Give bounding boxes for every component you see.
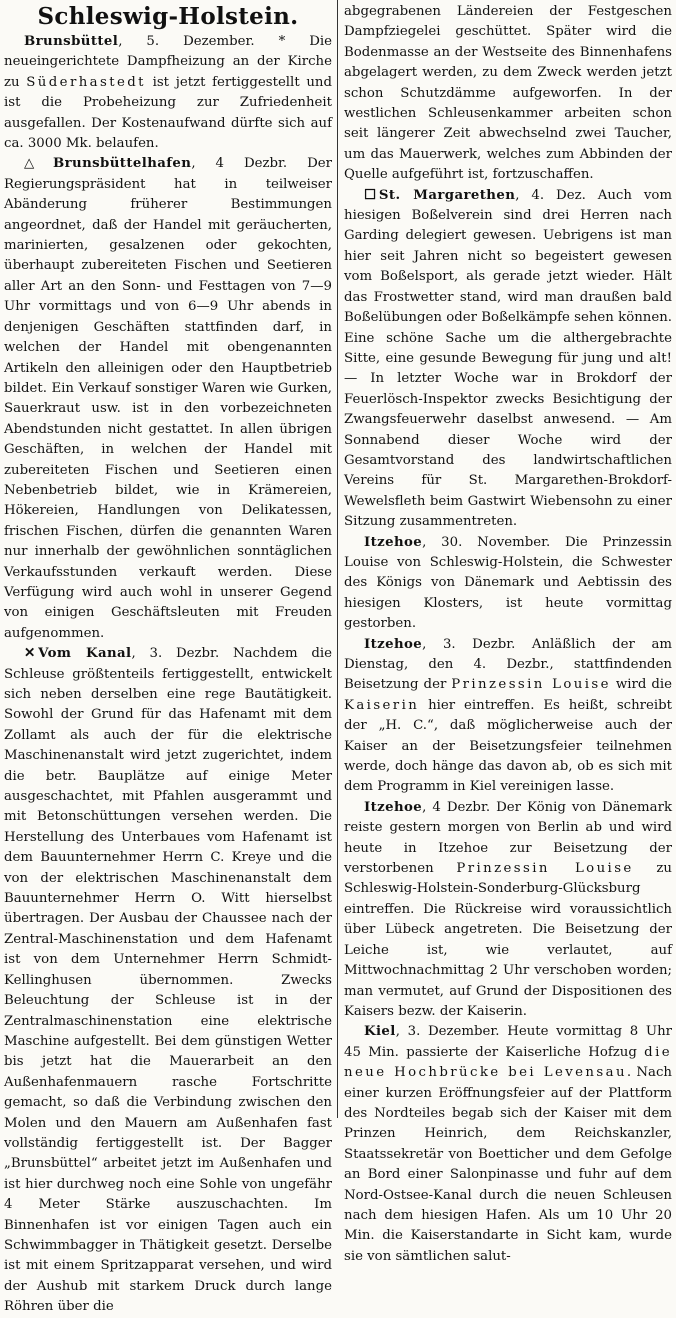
article-place: Vom Kanal — [38, 646, 132, 662]
body-text: wird die — [610, 677, 672, 693]
article-vom-kanal-part2 — [344, 2, 672, 186]
spaced-text: Süderhastedt — [26, 74, 146, 90]
article-date: , 30. November. — [422, 534, 551, 550]
article-place: Itzehoe — [364, 799, 423, 815]
column-divider — [337, 0, 338, 1118]
article-place: Kiel — [364, 1024, 396, 1040]
article-vom-kanal-part1 — [4, 644, 332, 1317]
article-date: , 3. Dezbr. — [131, 646, 220, 662]
article-date: , 3. Dezember. — [395, 1024, 500, 1040]
body-text: zu Schleswig-Holstein-Sonderburg-Glücksburg eintreffen. Die Rückreise wird voraussichtlich über Lübeck angetreten. Die Beisetzung der Leiche ist, wie verlautet, auf Mittwochnachmittag 2 Uhr verschoben worden; man vermutet, auf Grund der Dispositionen des Kaisers bezw. der Kaiserin. — [344, 861, 672, 1019]
body-text: Der König von Dänemark reiste gestern morgen von Berlin ab und wird heute in Itzehoe zur Beisetzung der verstorbenen — [344, 799, 673, 877]
article-mark-icon: ✕ — [24, 646, 36, 662]
article-brunsbuettel — [4, 32, 332, 154]
article-itzehoe-4-dez — [344, 798, 672, 1022]
article-itzehoe-3-dez — [344, 635, 672, 798]
spaced-text: Kaiserin — [344, 697, 420, 713]
article-date: , 5. Dezember. — [118, 34, 255, 49]
article-date: , 4 Dezbr. — [191, 156, 288, 172]
article-mark-icon: △ — [24, 156, 50, 172]
article-date: , 4. Dez. — [515, 187, 586, 203]
body-text: hier eintreffen. Es heißt, schreibt der „H. C.“, daß möglicherweise auch der Kaiser an der Beisetzungsfeier teilnehmen werde, doch hänge das davon ab, ob es sich mit dem Programm in Kiel vereinigen lasse. — [344, 697, 672, 795]
article-place: Brunsbüttel — [24, 34, 119, 49]
body-text: . Nach einer kurzen Eröffnungsfeier auf der Plattform des Nordteiles begab sich der Kaiser mit dem Prinzen Heinrich, dem Reichskanzler, Staatssekretär von Boetticher und dem Gefolge an Bord einer Salonpinasse und fuhr auf dem Nord-Ostsee-Kanal durch die neuen Schleusen nach dem hiesigen Hafen. Als um 10 Uhr 20 Min. die Kaiserstandarte in Sicht kam, wurde sie von sämtlichen salut- — [344, 1065, 672, 1264]
body-text: Auch vom hiesigen Boßelverein sind drei Herren nach Garding delegiert gewesen. Uebrigens ist man hier seit Jahren nicht so begeistert gewesen vom Boßelsport, als gerade jetzt wieder. Hält das Frostwetter stand, wird man draußen bald Boßelübungen oder Boßelkämpfe sehen können. Eine schöne Sache um die althergebrachte Sitte, eine gesunde Bewegung für jung und alt! — In letzter Woche war in Brokdorf der Feuerlösch-Inspektor zwecks Besichtigung der Zwangsfeuerwehr daselbst anwesend. — Am Sonnabend dieser Woche wird der Gesamtvorstand des landwirtschaftlichen Vereins für St. Margarethen-Brokdorf-Wewelsfleth beim Gastwirt Wiebensohn zu einer Sitzung zusammentreten. — [344, 187, 672, 530]
article-place: St. Margarethen — [378, 187, 516, 203]
body-text: Heute vormittag 8 Uhr 45 Min. passierte der Kaiserliche Hofzug — [344, 1024, 672, 1060]
body-text: ist jetzt fertiggestellt und ist die Probeheizung zur Zufriedenheit ausgefallen. Der Kostenaufwand dürfte sich auf ca. 3000 Mk. belaufen. — [4, 74, 333, 152]
article-date: , 4 Dezbr. — [422, 799, 491, 815]
spaced-text: Prinzessin Louise — [456, 861, 634, 877]
body-text: Der Regierungspräsident hat in teilweiser Abänderung früherer Bestimmungen angeordnet, daß der Handel mit geräucherten, marinierten, gesalzenen oder gekochten, überhaupt zubereiteten Fischen und Seetieren aller Art an den Sonn- und Festtagen von 7—9 Uhr vormittags und von 6—9 Uhr abends in denjenigen Geschäften stattfinden darf, in welchen der Handel mit obengenannten Artikeln den alleinigen oder den Hauptbetrieb bildet. Ein Verkauf sonstiger Waren wie Gurken, Sauerkraut usw. ist in den vorbezeichneten Abendstunden nicht gestattet. In allen übrigen Geschäften, in welchen der Handel mit zubereiteten Fischen und Seetieren einen Nebenbetrieb bildet, wie in Krämereien, Hökereien, Handlungen von Delikatessen, frischen Fischen, dürfen die genannten Waren nur innerhalb der gewöhnlichen sonntäglichen Verkaufsstunden verkauft werden. Diese Verfügung wird auch wohl in unserer Gegend von einigen Geschäftsleuten mit Freuden aufgenommen. — [4, 156, 332, 641]
left-column — [4, 2, 333, 1315]
spaced-text: die neue Hochbrücke bei Levensau — [344, 1044, 672, 1081]
body-text: Anläßlich der am Dienstag, den 4. Dezbr., stattfindenden Beisetzung der — [344, 636, 672, 693]
article-kiel — [344, 1022, 672, 1267]
article-itzehoe-30-nov — [344, 533, 672, 635]
body-text: abgegrabenen Ländereien der Festgeschen Dampfziegelei geschüttet. Später wird die Bodenmasse an der Westseite des Binnenhafens abgelagert werden, zu dem Zweck werden jetzt schon Schutzdämme aufgeworfen. In der westlichen Schleusenkammer arbeiten schon seit längerer Zeit abwechselnd zwei Taucher, um das Mauerwerk, welches zum Abbinden der Quelle aufgeführt ist, fortzuschaffen. — [344, 4, 672, 183]
article-mark-icon: ☐ — [364, 187, 376, 203]
spaced-text: Prinzessin Louise — [451, 677, 611, 693]
article-date: , 3. Dezbr. — [422, 636, 516, 652]
article-place: Brunsbüttelhafen — [52, 156, 192, 172]
right-column — [344, 2, 673, 1264]
section-title: Schleswig-Holstein. — [37, 3, 299, 30]
body-text: Die Prinzessin Louise von Schleswig-Holstein, die Schwester des Königs von Dänemark und Aebtissin des hiesigen Klosters, ist heute vormittag gestorben. — [344, 534, 672, 632]
article-st-margarethen — [344, 186, 672, 533]
article-place: Itzehoe — [364, 636, 423, 652]
article-brunsbuettelhafen — [4, 154, 332, 644]
body-text: Nachdem die Schleuse größtenteils fertiggestellt, entwickelt sich neben derselben eine rege Bautätigkeit. Sowohl der Grund für das Hafenamt mit dem Zollamt als auch der für die elektrische Maschinenanstalt wird jetzt zugerichtet, indem die betr. Bauplätze auf einige Meter ausgeschachtet, mit Pfahlen ausgerammt und mit Betonschüttungen versehen werden. Die Herstellung des Unterbaues vom Hafenamt ist dem Bauunternehmer Herrn C. Kreye und die von der elektrischen Maschinenanstalt dem Bauunternehmer Herrn O. Witt hierselbst übertragen. Der Ausbau der Chaussee nach der Zentral-Maschinenstation und dem Hafenamt ist von dem Unternehmer Herrn Schmidt-Kellinghusen übernommen. Zwecks Beleuchtung der Schleuse ist in der Zentralmaschinenstation eine elektrische Maschine aufgestellt. Bei dem günstigen Wetter bis jetzt hat die Mauerarbeit an den Außenhafenmauern rasche Fortschritte gemacht, so daß die Verbindung zwischen den Molen und den Mauern am Außenhafen fast vollständig fertiggestellt ist. Der Bagger „Brunsbüttel“ arbeitet jetzt im Außenhafen und ist hier durchweg noch eine Sohle von ungefähr 4 Meter Stärke auszuschachten. Im Binnenhafen ist vor einigen Tagen auch ein Schwimmbagger in Thätigkeit gesetzt. Derselbe ist mit einem Spritzapparat versehen, und wird der Aushub mit starkem Druck durch lange Röhren über die — [4, 646, 332, 1315]
column-flow-left — [4, 32, 332, 1318]
article-place: Itzehoe — [364, 534, 423, 550]
body-text: * Die neueingerichtete Dampfheizung an der Kirche zu — [4, 34, 332, 90]
